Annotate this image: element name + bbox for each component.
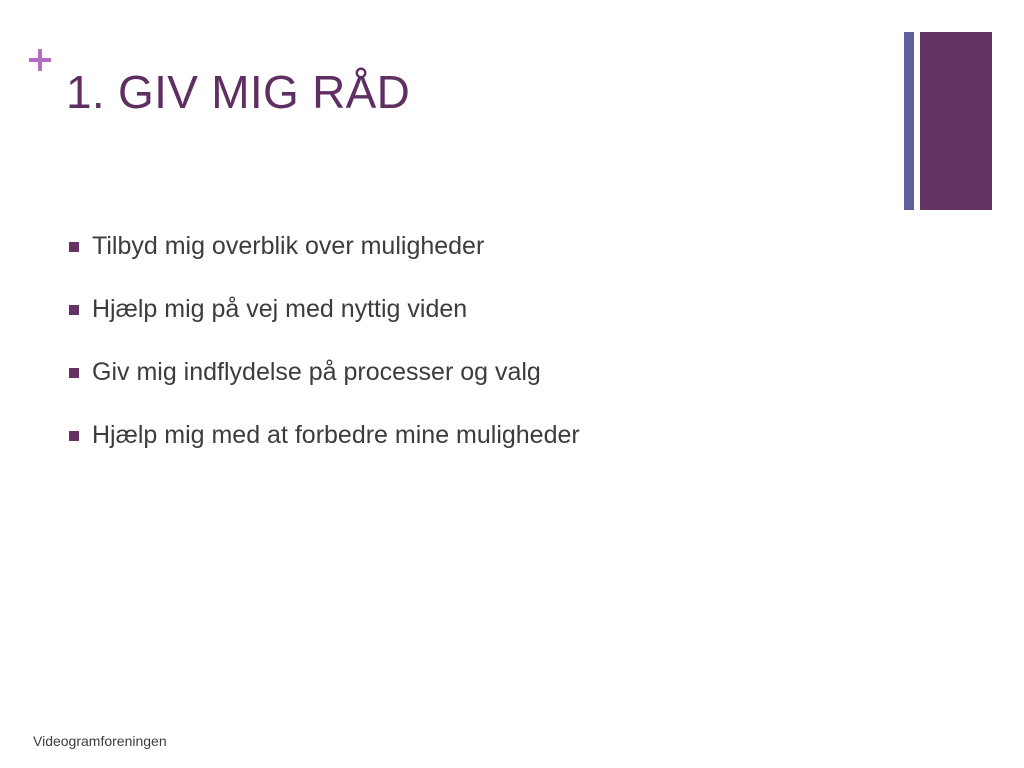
square-bullet-icon (69, 368, 79, 378)
accent-block (920, 32, 992, 210)
square-bullet-icon (69, 242, 79, 252)
bullet-text: Hjælp mig med at forbedre mine muligheder (92, 421, 580, 449)
plus-icon (27, 47, 53, 73)
bullet-item (68, 229, 580, 292)
square-bullet-icon (69, 305, 79, 315)
slide-title: 1. GIV MIG RÅD (66, 66, 411, 118)
bullet-item (68, 292, 580, 355)
bullet-item (68, 418, 580, 481)
bullet-text: Hjælp mig på vej med nyttig viden (92, 295, 468, 323)
square-bullet-icon (69, 431, 79, 441)
accent-bar-thin (904, 32, 914, 210)
bullet-item (68, 355, 580, 418)
footer-text: Videogramforeningen (33, 733, 167, 749)
bullet-text: Tilbyd mig overblik over muligheder (92, 232, 485, 260)
bullet-list (68, 229, 580, 481)
bullet-text: Giv mig indflydelse på processer og valg (92, 358, 541, 386)
